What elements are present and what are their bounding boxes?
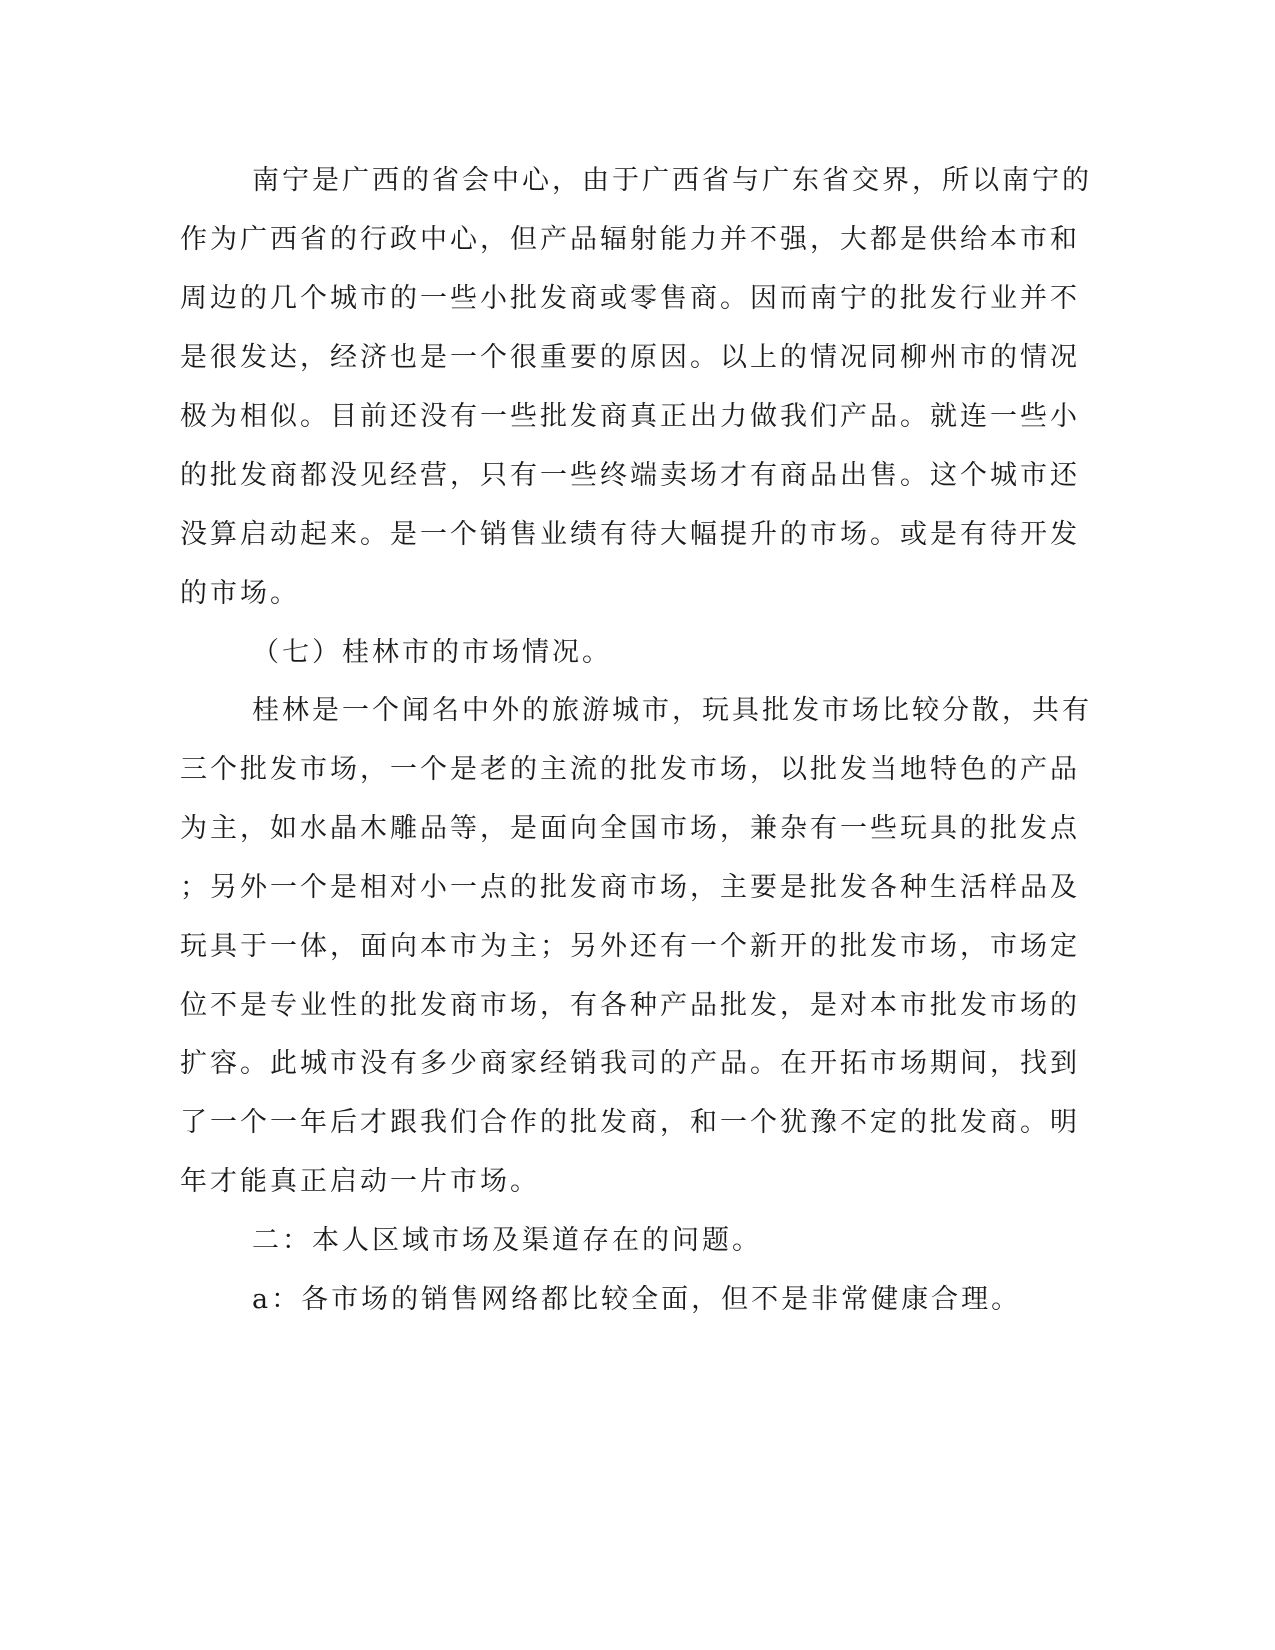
paragraph-guilin-line-3: 为主，如水晶木雕品等，是面向全国市场，兼杂有一些玩具的批发点: [180, 813, 1080, 844]
paragraph-nanning-line-3: 周边的几个城市的一些小批发商或零售商。因而南宁的批发行业并不: [180, 283, 1080, 314]
paragraph-nanning-line-8: 的市场。: [180, 578, 300, 609]
paragraph-guilin-line-5: 玩具于一体，面向本市为主；另外还有一个新开的批发市场，市场定: [180, 931, 1080, 962]
paragraph-nanning-line-7: 没算启动起来。是一个销售业绩有待大幅提升的市场。或是有待开发: [180, 519, 1080, 550]
paragraph-nanning-line-5: 极为相似。目前还没有一些批发商真正出力做我们产品。就连一些小: [180, 401, 1080, 432]
paragraph-nanning-line-2: 作为广西省的行政中心，但产品辐射能力并不强，大都是供给本市和: [180, 224, 1080, 255]
paragraph-guilin-line-2: 三个批发市场，一个是老的主流的批发市场，以批发当地特色的产品: [180, 754, 1080, 785]
problem-item-a: a：各市场的销售网络都比较全面，但不是非常健康合理。: [252, 1284, 1022, 1315]
section-heading-problems: 二：本人区域市场及渠道存在的问题。: [252, 1225, 762, 1256]
paragraph-guilin-line-8: 了一个一年后才跟我们合作的批发商，和一个犹豫不定的批发商。明: [180, 1107, 1080, 1138]
paragraph-nanning-line-4: 是很发达，经济也是一个很重要的原因。以上的情况同柳州市的情况: [180, 342, 1080, 373]
paragraph-guilin-line-1: 桂林是一个闻名中外的旅游城市，玩具批发市场比较分散，共有: [252, 695, 1092, 726]
paragraph-guilin-line-9: 年才能真正启动一片市场。: [180, 1166, 540, 1197]
paragraph-guilin-line-6: 位不是专业性的批发商市场，有各种产品批发，是对本市批发市场的: [180, 990, 1080, 1021]
paragraph-guilin-line-7: 扩容。此城市没有多少商家经销我司的产品。在开拓市场期间，找到: [180, 1048, 1080, 1079]
paragraph-nanning-line-6: 的批发商都没见经营，只有一些终端卖场才有商品出售。这个城市还: [180, 460, 1080, 491]
paragraph-guilin-line-4: ；另外一个是相对小一点的批发商市场，主要是批发各种生活样品及: [180, 872, 1080, 903]
paragraph-nanning-line-1: 南宁是广西的省会中心，由于广西省与广东省交界，所以南宁的: [252, 165, 1092, 196]
section-heading-guilin: （七）桂林市的市场情况。: [252, 637, 612, 668]
